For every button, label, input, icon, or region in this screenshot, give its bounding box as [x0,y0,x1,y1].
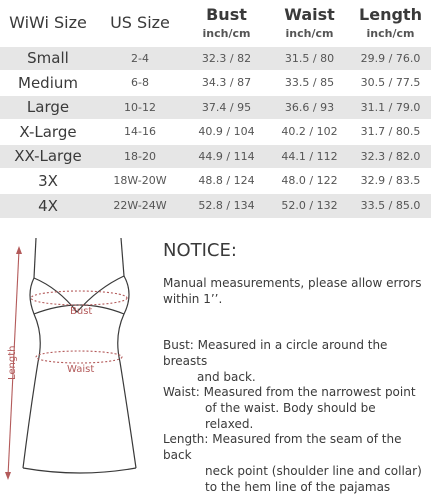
cell-length: 33.5 / 85.0 [350,193,431,218]
cell-us-size: 18-20 [96,144,184,169]
cell-bust: 40.9 / 104 [184,120,269,145]
cell-waist: 36.6 / 93 [269,95,350,120]
header-bust-title: Bust [206,5,247,24]
table-row [0,169,431,194]
notice-bust-line1: Bust: Measured in a circle around the breasts [163,338,388,368]
cell-wiwi-size: Large [0,95,96,120]
cell-waist: 52.0 / 132 [269,193,350,218]
cell-waist: 48.0 / 122 [269,169,350,194]
waist-label: Waist [67,364,95,375]
header-length-title: Length [359,5,422,24]
cell-length: 31.7 / 80.5 [350,120,431,145]
table-row [0,120,431,145]
cell-us-size: 2-4 [96,46,184,71]
cell-bust: 52.8 / 134 [184,193,269,218]
left-side [23,278,40,468]
cell-length: 31.1 / 79.0 [350,95,431,120]
header-waist-unit: inch/cm [285,27,334,40]
cell-length: 29.9 / 76.0 [350,46,431,71]
header-waist-title: Waist [284,5,335,24]
notice-length-line1: Length: Measured from the seam of the back [163,432,402,462]
cell-wiwi-size: Medium [0,71,96,96]
cell-wiwi-size: 3X [0,169,96,194]
cell-length: 32.9 / 83.5 [350,169,431,194]
cell-us-size: 6-8 [96,71,184,96]
cell-wiwi-size: X-Large [0,120,96,145]
notice-manual-line2: within 1’’. [163,292,223,306]
cell-waist: 44.1 / 112 [269,144,350,169]
notice-length-line2: neck point (shoulder line and collar) [205,464,422,478]
cell-bust: 44.9 / 114 [184,144,269,169]
cell-waist: 31.5 / 80 [269,46,350,71]
cell-bust: 32.3 / 82 [184,46,269,71]
bust-measure [31,291,127,305]
cell-waist: 33.5 / 85 [269,71,350,96]
nightgown-diagram [0,232,160,488]
cell-wiwi-size: 4X [0,193,96,218]
cell-wiwi-size: Small [0,46,96,71]
cell-us-size: 14-16 [96,120,184,145]
header-wiwi-size: WiWi Size [9,13,87,33]
bust-label: Bust [70,306,93,317]
table-row [0,46,431,71]
waist-measure [36,351,122,363]
table-row [0,95,431,120]
cell-bust: 48.8 / 124 [184,169,269,194]
header-length [350,0,431,46]
cell-length: 32.3 / 82.0 [350,144,431,169]
notice-manual [163,275,425,307]
header-row [0,0,431,46]
notice-length-line3: to the hem line of the pajamas [205,480,391,494]
cell-bust: 37.4 / 95 [184,95,269,120]
notice-waist-line1: Waist: Measured from the narrowest point [163,385,416,399]
cell-us-size: 18W-20W [96,169,184,194]
left-strap [34,238,36,278]
header-length-unit: inch/cm [366,27,415,40]
header-waist [269,0,350,46]
cell-us-size: 22W-24W [96,193,184,218]
cell-length: 30.5 / 77.5 [350,71,431,96]
notice-waist [163,384,425,432]
header-bust [184,0,269,46]
cell-wiwi-size: XX-Large [0,144,96,169]
notice-manual-line1: Manual measurements, please allow errors [163,276,422,290]
slip-dress-outline [23,238,136,473]
notice-length [163,431,425,495]
notice-title: NOTICE: [163,240,237,261]
notice-bust-line2: and back. [197,370,256,384]
notice-bust [163,337,425,385]
right-side [118,276,136,468]
header-bust-unit: inch/cm [202,27,251,40]
table-row [0,193,431,218]
length-label: Length [7,345,18,380]
right-strap [121,238,124,276]
table-row [0,71,431,96]
cell-waist: 40.2 / 102 [269,120,350,145]
size-chart-table [0,0,431,218]
cell-bust: 34.3 / 87 [184,71,269,96]
cell-us-size: 10-12 [96,95,184,120]
header-us-size: US Size [110,13,170,33]
notice-waist-line2: of the waist. Body should be relaxed. [205,401,376,431]
table-row [0,144,431,169]
hem [23,468,136,473]
